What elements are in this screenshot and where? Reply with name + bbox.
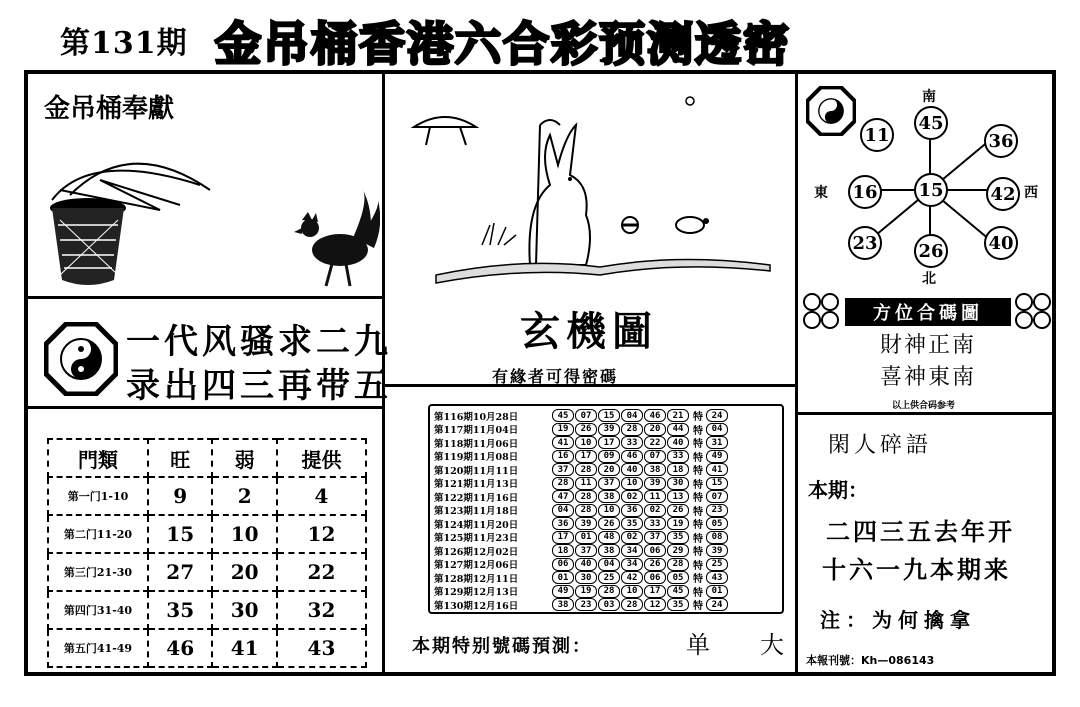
number-ball: 45 (667, 585, 689, 598)
dir-west: 西 (1024, 185, 1038, 201)
divider-right-1 (797, 412, 1054, 415)
xuanji-illustration (400, 85, 785, 295)
number-ball: 04 (621, 409, 643, 422)
number-ball: 18 (552, 544, 574, 557)
number-ball: 02 (644, 504, 666, 517)
turtle-icon (676, 217, 709, 233)
strong-value: 27 (148, 553, 212, 591)
number-ball: 11 (575, 477, 597, 490)
period-label: 第122期11月16日 (434, 492, 519, 504)
strong-value: 15 (148, 515, 212, 553)
special-number-ball: 31 (706, 436, 728, 449)
number-ball: 38 (598, 490, 620, 503)
num-northwest: 11 (860, 118, 894, 152)
period-label: 第129期12月13日 (434, 587, 519, 599)
number-ball: 17 (575, 450, 597, 463)
number-ball: 16 (552, 450, 574, 463)
publication-number: 本報刊號：Kh—086143 (806, 654, 935, 667)
special-number-ball: 08 (706, 531, 728, 544)
num-north-bottom: 26 (914, 234, 948, 268)
special-label: 特 (693, 587, 703, 599)
divider-right (795, 72, 798, 674)
fangwei-title: 方位合碼圖 (845, 298, 1011, 326)
num-northeast: 36 (984, 124, 1018, 158)
table-row (48, 553, 366, 591)
number-ball: 40 (621, 463, 643, 476)
god-wealth: 財神正南 (880, 333, 977, 358)
issue-number: 第131期 (60, 26, 188, 61)
number-ball: 21 (667, 409, 689, 422)
number-ball: 34 (621, 544, 643, 557)
num-center: 15 (914, 173, 948, 207)
number-ball: 37 (552, 463, 574, 476)
number-ball: 19 (552, 423, 574, 436)
number-ball: 26 (575, 423, 597, 436)
number-ball: 22 (644, 436, 666, 449)
special-label: 特 (693, 533, 703, 545)
weak-value: 30 (212, 591, 276, 629)
period-label: 第125期11月23日 (434, 533, 519, 545)
number-ball: 46 (621, 450, 643, 463)
number-ball: 17 (644, 585, 666, 598)
door-label: 第一门1-10 (48, 477, 148, 515)
number-ball: 46 (644, 409, 666, 422)
number-ball: 09 (598, 450, 620, 463)
history-row (434, 531, 778, 545)
special-label: 特 (693, 466, 703, 478)
history-row (434, 598, 778, 612)
prediction-value-big: 大 (760, 631, 834, 659)
xianren-title: 閑人碎語 (828, 433, 933, 458)
num-west: 42 (986, 177, 1020, 211)
history-row (434, 517, 778, 531)
bucket-icon (50, 164, 210, 285)
number-ball: 19 (575, 585, 597, 598)
coin-cluster-left-icon (800, 290, 844, 334)
special-label: 特 (693, 560, 703, 572)
period-label: 第128期12月11日 (434, 573, 519, 585)
number-ball: 39 (598, 423, 620, 436)
weak-value: 20 (212, 553, 276, 591)
provide-value: 22 (277, 553, 366, 591)
number-ball: 42 (621, 571, 643, 584)
dir-north: 北 (922, 271, 936, 287)
special-label: 特 (693, 439, 703, 451)
riddle-line-1: 二四三五去年开 (826, 518, 1015, 546)
strong-value: 46 (148, 629, 212, 667)
prediction-value-odd: 单 (686, 631, 760, 659)
history-row (434, 544, 778, 558)
number-ball: 39 (644, 477, 666, 490)
number-ball: 07 (575, 409, 597, 422)
number-ball: 35 (667, 531, 689, 544)
period-label: 第119期11月08日 (434, 452, 519, 464)
special-label: 特 (693, 520, 703, 532)
number-ball: 37 (644, 531, 666, 544)
weak-value: 2 (212, 477, 276, 515)
number-ball: 20 (644, 423, 666, 436)
history-row (434, 504, 778, 518)
number-ball: 26 (667, 504, 689, 517)
special-number-ball: 43 (706, 571, 728, 584)
num-southeast: 40 (984, 226, 1018, 260)
bagua-taiji-icon (44, 322, 118, 396)
door-table-header (48, 439, 366, 477)
period-label: 第120期11月11日 (434, 465, 519, 477)
number-ball: 25 (598, 571, 620, 584)
number-ball: 28 (598, 585, 620, 598)
mushroom-table-icon (414, 117, 476, 145)
door-label: 第三门21-30 (48, 553, 148, 591)
number-ball: 48 (598, 531, 620, 544)
number-ball: 28 (621, 598, 643, 611)
special-number-ball: 01 (706, 585, 728, 598)
number-ball: 07 (644, 450, 666, 463)
number-ball: 33 (644, 517, 666, 530)
history-row (434, 571, 778, 585)
header-provide: 提供 (277, 439, 366, 477)
number-ball: 17 (552, 531, 574, 544)
benqi-label: 本期： (808, 478, 868, 502)
special-label: 特 (693, 479, 703, 491)
number-ball: 04 (598, 558, 620, 571)
special-label: 特 (693, 412, 703, 424)
number-ball: 44 (667, 423, 689, 436)
number-ball: 40 (667, 436, 689, 449)
special-label: 特 (693, 547, 703, 559)
table-row (48, 591, 366, 629)
number-ball: 28 (575, 490, 597, 503)
youyuan-caption: 有緣者可得密碼 (492, 367, 619, 386)
special-label: 特 (693, 506, 703, 518)
number-ball: 23 (575, 598, 597, 611)
ball-icon (622, 217, 638, 233)
number-ball: 49 (552, 585, 574, 598)
header-category: 門類 (48, 439, 148, 477)
number-ball: 10 (621, 477, 643, 490)
number-ball: 10 (621, 585, 643, 598)
history-row (434, 436, 778, 450)
dir-east: 東 (814, 185, 828, 201)
number-ball: 38 (598, 544, 620, 557)
number-ball: 35 (667, 598, 689, 611)
dir-south: 南 (922, 89, 936, 105)
num-south-top: 45 (914, 106, 948, 140)
period-label: 第117期11月04日 (434, 425, 519, 437)
special-number-ball: 39 (706, 544, 728, 557)
number-ball: 04 (552, 504, 574, 517)
weak-value: 10 (212, 515, 276, 553)
number-ball: 06 (644, 544, 666, 557)
strong-value: 35 (148, 591, 212, 629)
bagua-icon (806, 86, 856, 136)
weak-value: 41 (212, 629, 276, 667)
table-row (48, 629, 366, 667)
number-ball: 28 (575, 504, 597, 517)
number-ball: 47 (552, 490, 574, 503)
table-row (48, 515, 366, 553)
period-label: 第121期11月13日 (434, 479, 519, 491)
provide-value: 32 (277, 591, 366, 629)
number-ball: 45 (552, 409, 574, 422)
number-ball: 37 (575, 544, 597, 557)
coin-cluster-right-icon (1012, 290, 1056, 334)
xuanji-title: 玄機圖 (520, 308, 658, 355)
riddle-line-2: 十六一九本期来 (822, 556, 1011, 584)
number-ball: 10 (598, 504, 620, 517)
strong-value: 9 (148, 477, 212, 515)
num-east: 16 (848, 175, 882, 209)
flower-icon (686, 97, 694, 105)
rooster-icon (294, 188, 380, 286)
poem-line-1: 一代风骚求二九 (126, 322, 392, 362)
special-number-ball: 24 (706, 598, 728, 611)
history-row (434, 585, 778, 599)
special-label: 特 (693, 493, 703, 505)
number-ball: 39 (575, 517, 597, 530)
number-ball: 19 (667, 517, 689, 530)
number-ball: 01 (552, 571, 574, 584)
number-ball: 34 (621, 558, 643, 571)
special-number-ball: 25 (706, 558, 728, 571)
number-ball: 02 (621, 531, 643, 544)
special-number-ball: 49 (706, 450, 728, 463)
period-label: 第130期12月16日 (434, 600, 519, 612)
door-label: 第五门41-49 (48, 629, 148, 667)
history-row (434, 558, 778, 572)
god-joy: 喜神東南 (880, 365, 977, 390)
prediction-label: 本期特别號碼預測： (412, 636, 592, 657)
number-ball: 41 (552, 436, 574, 449)
history-row (434, 463, 778, 477)
number-ball: 38 (644, 463, 666, 476)
special-number-ball: 24 (706, 409, 728, 422)
special-number-ball: 23 (706, 504, 728, 517)
divider-left-1 (26, 296, 383, 299)
table-row (48, 477, 366, 515)
bucket-rooster-illustration (40, 140, 380, 292)
period-label: 第116期10月28日 (434, 411, 519, 423)
number-ball: 28 (552, 477, 574, 490)
provide-value: 12 (277, 515, 366, 553)
contributor-title: 金吊桶奉獻 (44, 94, 175, 124)
page-title-text: 金吊桶香港六合彩预测透密 (215, 17, 791, 71)
door-table (47, 438, 367, 668)
number-ball: 10 (575, 436, 597, 449)
history-row (434, 450, 778, 464)
poem-line-2: 录出四三再带五 (126, 366, 392, 406)
special-number-ball: 15 (706, 477, 728, 490)
number-ball: 11 (644, 490, 666, 503)
number-ball: 17 (598, 436, 620, 449)
special-label: 特 (693, 452, 703, 464)
riddle-note: 注：为何擒拿 (820, 608, 976, 632)
door-label: 第二门11-20 (48, 515, 148, 553)
number-ball: 30 (667, 477, 689, 490)
door-label: 第四门31-40 (48, 591, 148, 629)
history-row (434, 423, 778, 437)
number-ball: 29 (667, 544, 689, 557)
number-ball: 28 (667, 558, 689, 571)
number-ball: 05 (667, 571, 689, 584)
number-ball: 37 (598, 477, 620, 490)
period-label: 第126期12月02日 (434, 546, 519, 558)
number-ball: 35 (621, 517, 643, 530)
number-ball: 06 (644, 571, 666, 584)
page-title (215, 8, 791, 74)
header-strong: 旺 (148, 439, 212, 477)
history-row (434, 409, 778, 423)
num-southwest: 23 (848, 226, 882, 260)
grass-icon (482, 223, 516, 245)
number-ball: 38 (552, 598, 574, 611)
provide-value: 4 (277, 477, 366, 515)
number-ball: 03 (598, 598, 620, 611)
header-weak: 弱 (212, 439, 276, 477)
number-ball: 15 (598, 409, 620, 422)
special-number-ball: 05 (706, 517, 728, 530)
number-ball: 20 (598, 463, 620, 476)
special-number-ball: 41 (706, 463, 728, 476)
number-ball: 12 (644, 598, 666, 611)
history-row (434, 477, 778, 491)
number-ball: 06 (552, 558, 574, 571)
special-label: 特 (693, 425, 703, 437)
reference-note: 以上供合码参考 (892, 401, 956, 411)
period-label: 第127期12月06日 (434, 560, 519, 572)
history-row (434, 490, 778, 504)
period-label: 第123期11月18日 (434, 506, 519, 518)
number-ball: 01 (575, 531, 597, 544)
special-label: 特 (693, 574, 703, 586)
number-ball: 13 (667, 490, 689, 503)
number-ball: 33 (667, 450, 689, 463)
special-number-ball: 07 (706, 490, 728, 503)
number-ball: 30 (575, 571, 597, 584)
number-ball: 33 (621, 436, 643, 449)
number-ball: 40 (575, 558, 597, 571)
history-table (428, 404, 784, 614)
number-ball: 28 (575, 463, 597, 476)
period-label: 第118期11月06日 (434, 438, 519, 450)
number-ball: 02 (621, 490, 643, 503)
number-ball: 28 (621, 423, 643, 436)
number-ball: 26 (598, 517, 620, 530)
special-number-ball: 04 (706, 423, 728, 436)
special-label: 特 (693, 601, 703, 613)
number-ball: 36 (552, 517, 574, 530)
number-ball: 18 (667, 463, 689, 476)
provide-value: 43 (277, 629, 366, 667)
number-ball: 36 (621, 504, 643, 517)
number-ball: 26 (644, 558, 666, 571)
period-label: 第124期11月20日 (434, 519, 519, 531)
